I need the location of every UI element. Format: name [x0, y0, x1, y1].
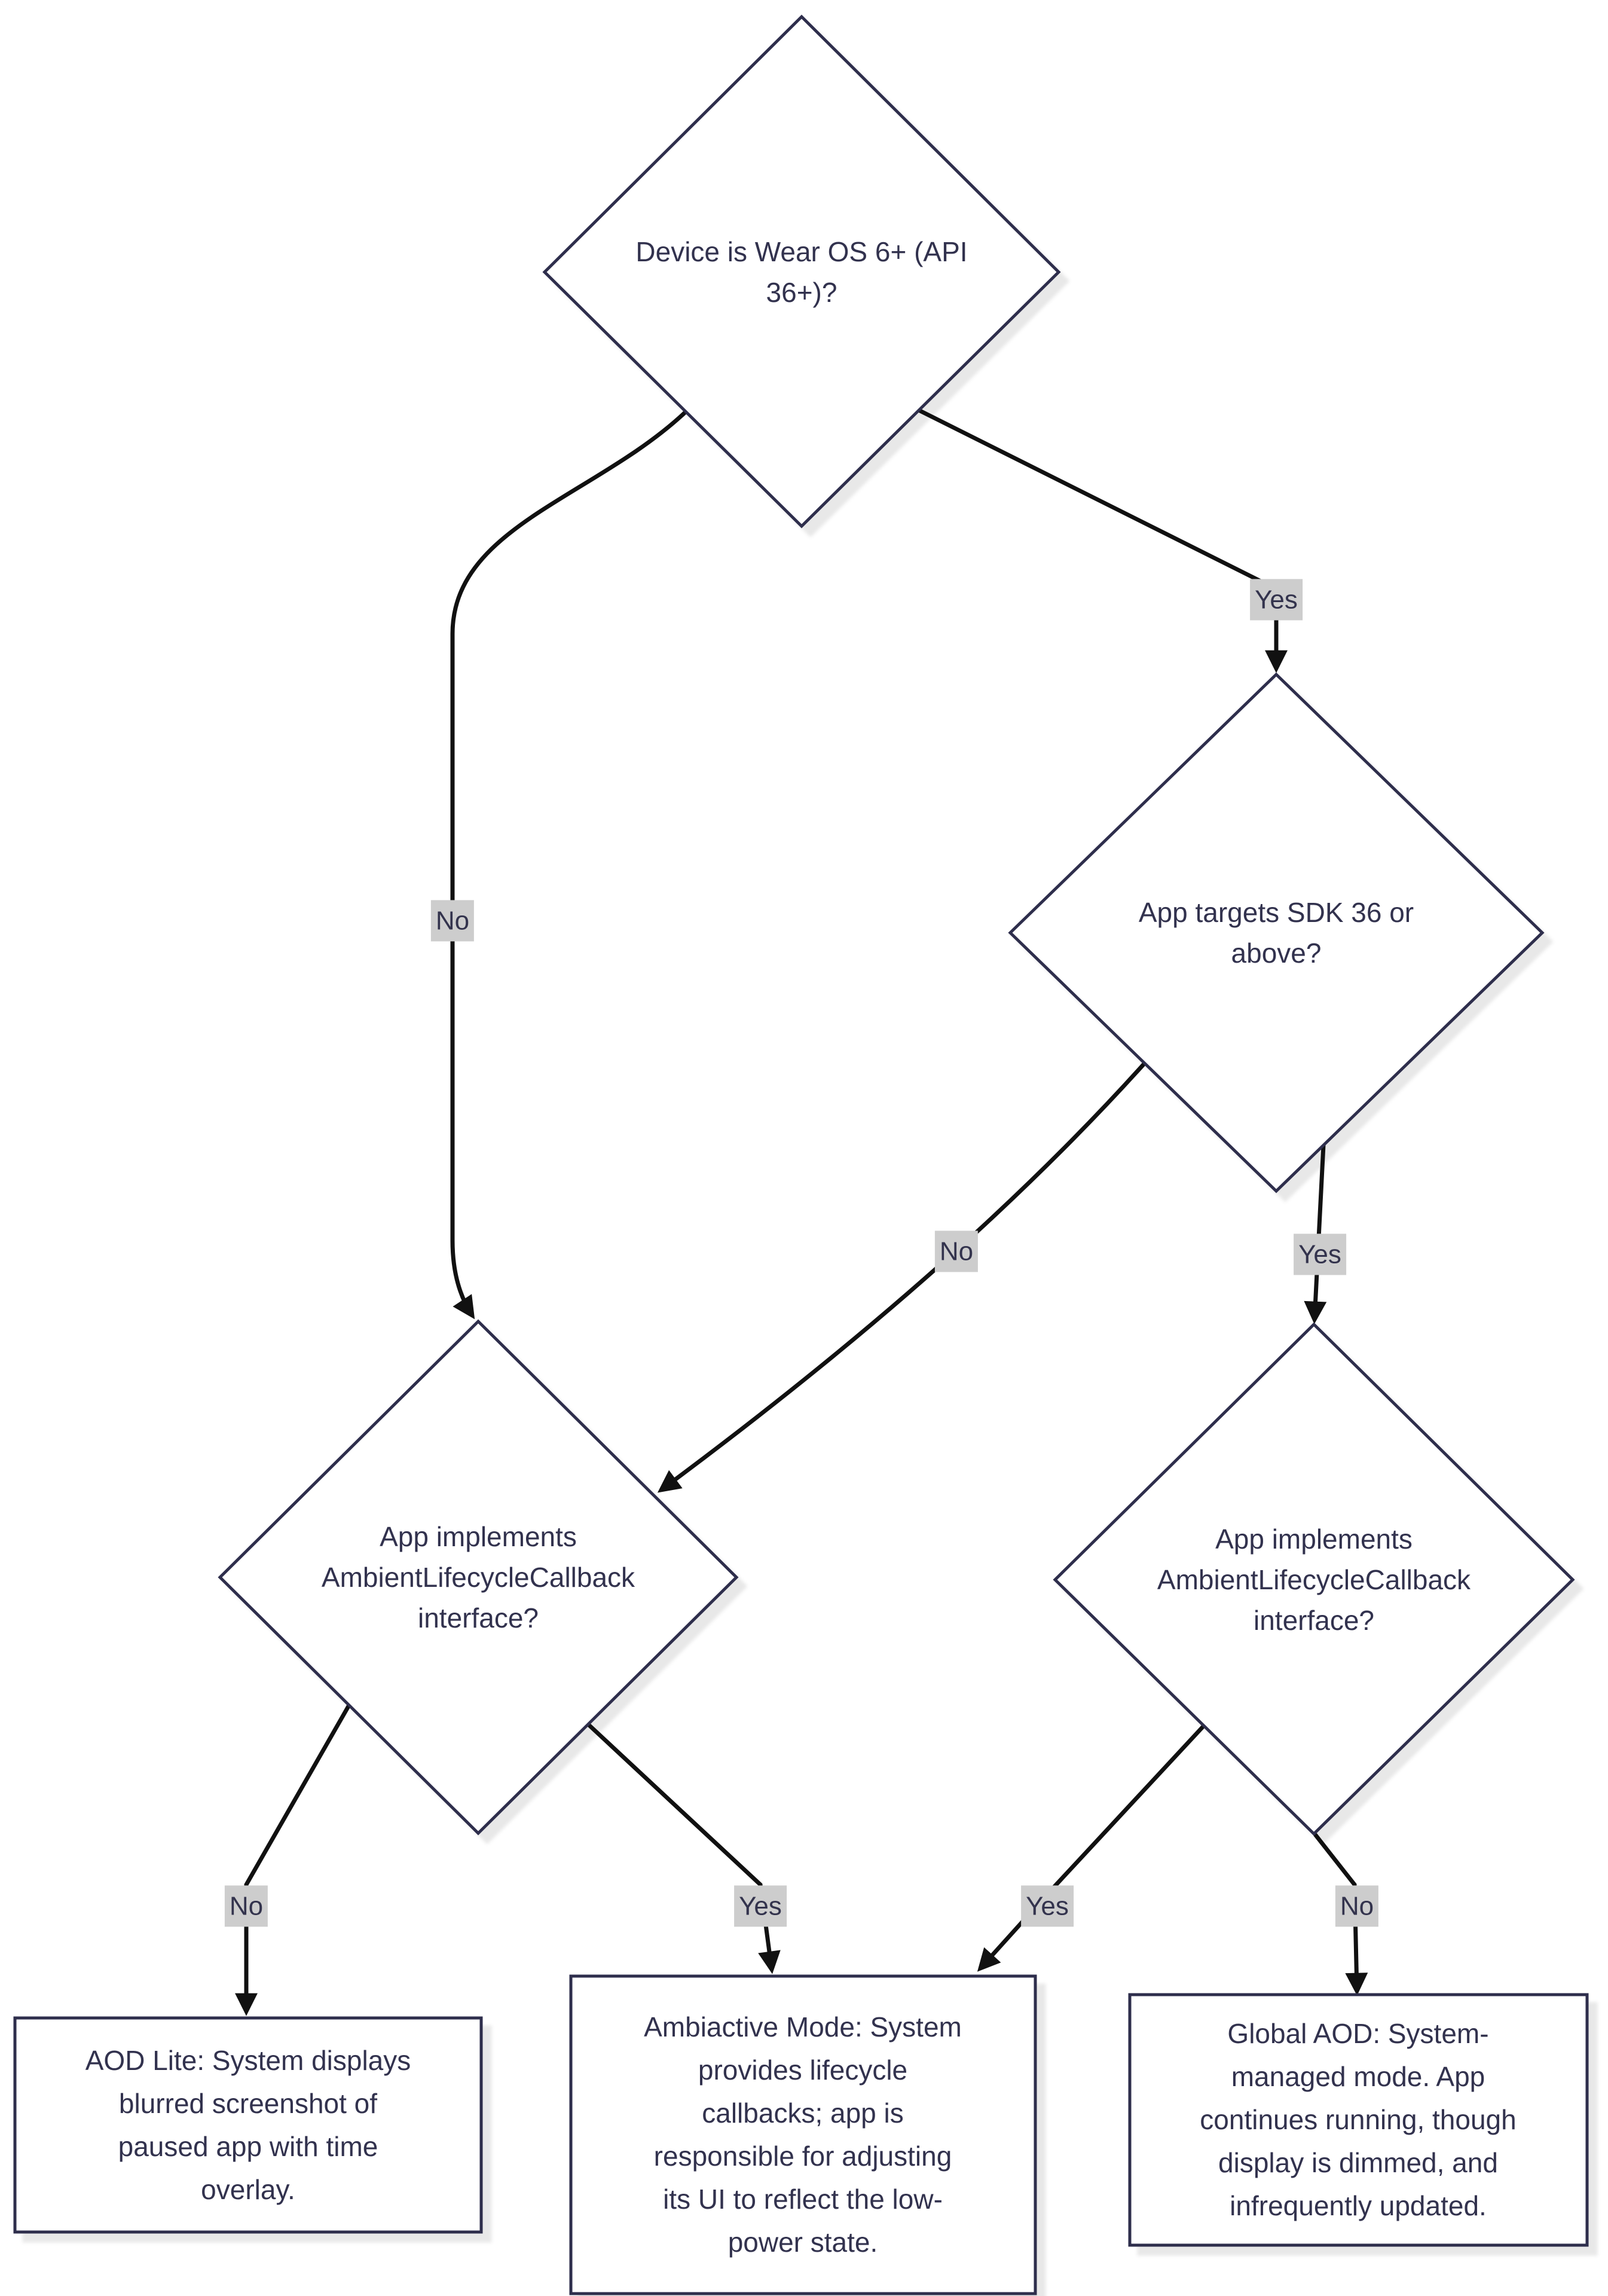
result-global-aod-label: Global AOD: System-managed mode. App continues running, though display is dimmed, and infrequently updated.	[1200, 2018, 1517, 2221]
node-group	[15, 17, 1587, 2294]
decision-ambient-callback-right-label: App implements AmbientLifecycleCallback interface?	[1157, 1523, 1471, 1636]
edge-label-right-callback-yes: Yes	[1021, 1885, 1074, 1926]
result-ambiactive-label: Ambiactive Mode: System provides lifecycle callbacks; app is responsible for adjusting its UI to reflect the low-power state.	[644, 2011, 962, 2258]
edge-label-wearos-yes: Yes	[1250, 579, 1303, 620]
edge-left-callback-yes	[588, 1724, 772, 1970]
edge-label-sdk-yes: Yes	[1294, 1234, 1346, 1275]
edge-wearos-no	[453, 410, 687, 1315]
edge-label-left-callback-no: No	[225, 1885, 268, 1926]
edge-group	[246, 409, 1357, 2011]
decision-ambient-callback-left-label: App implements AmbientLifecycleCallback interface?	[321, 1521, 635, 1634]
edge-label-right-callback-no: No	[1335, 1885, 1378, 1926]
decision-wear-os-label: Device is Wear OS 6+ (API 36+)?	[635, 236, 968, 308]
edge-label-sdk-no: No	[935, 1231, 978, 1272]
edge-sdk-yes	[1314, 1145, 1323, 1320]
edge-wearos-yes	[916, 409, 1276, 668]
decision-sdk-target-label: App targets SDK 36 or above?	[1138, 897, 1414, 969]
edge-label-left-callback-yes: Yes	[734, 1885, 787, 1926]
edge-left-callback-no	[246, 1704, 350, 2011]
edge-sdk-no	[661, 1063, 1145, 1490]
result-aod-lite-label: AOD Lite: System displays blurred screenshot of paused app with time overlay.	[85, 2045, 411, 2205]
edge-right-callback-yes	[980, 1725, 1205, 1968]
edge-label-wearos-no: No	[431, 900, 474, 941]
